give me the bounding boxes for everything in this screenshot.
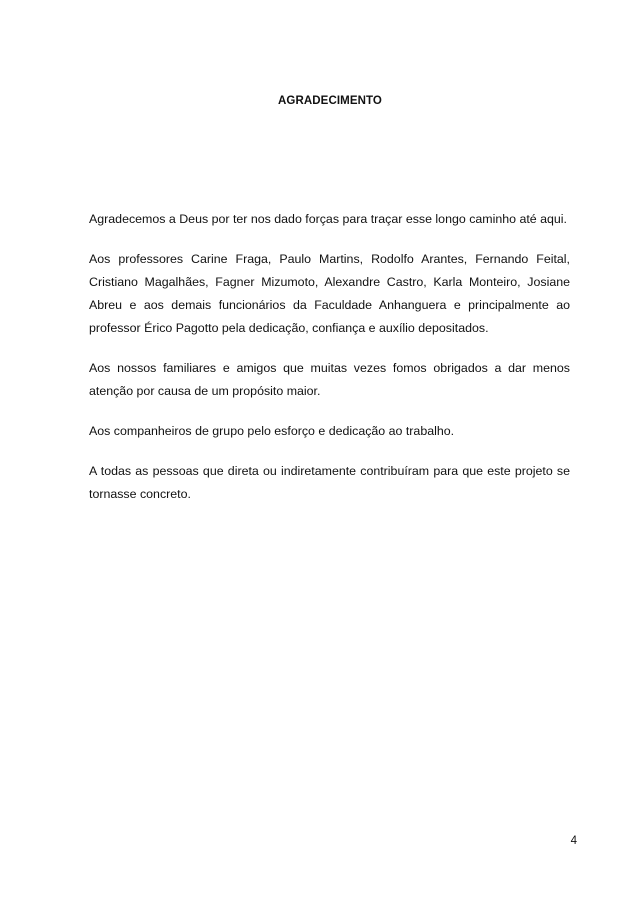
page-title: AGRADECIMENTO bbox=[278, 95, 382, 107]
page-number: 4 bbox=[570, 835, 577, 847]
paragraph-thanks-god: Agradecemos a Deus por ter nos dado forças para traçar esse longo caminho até aqui. bbox=[89, 212, 568, 226]
paragraph-thanks-professors: Aos professores Carine Fraga, Paulo Martins, Rodolfo Arantes, Fernando Feital, Cristiano Magalhães, Fagner Mizumoto, Alexandre Castro, Karla Monteiro, Josiane Abreu e aos demais funcionários da Faculdade Anhanguera e principalmente ao professor Érico Pagotto pela dedicação, confiança e auxílio depositados. bbox=[89, 252, 570, 335]
paragraph-thanks-group: Aos companheiros de grupo pelo esforço e dedicação ao trabalho. bbox=[89, 424, 455, 438]
paragraph-thanks-everyone: A todas as pessoas que direta ou indiretamente contribuíram para que este projeto se tornasse concreto. bbox=[89, 464, 570, 501]
acknowledgement-body bbox=[89, 208, 570, 523]
paragraph-thanks-family: Aos nossos familiares e amigos que muitas vezes fomos obrigados a dar menos atenção por causa de um propósito maior. bbox=[89, 361, 570, 398]
